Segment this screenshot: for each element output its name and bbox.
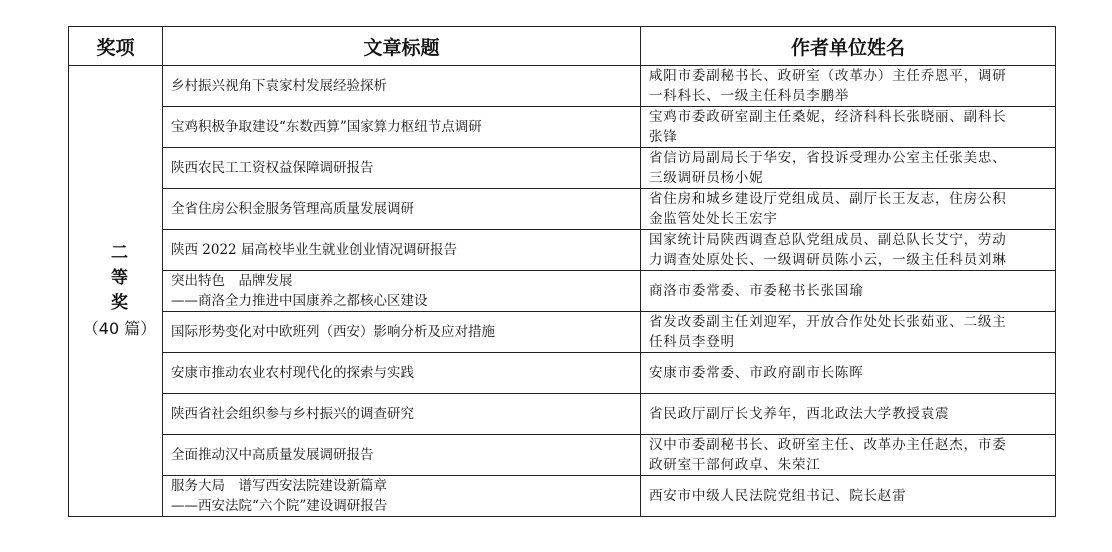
article-title-line: 全面推动汉中高质量发展调研报告 [171, 447, 374, 463]
author-cell [641, 271, 1056, 312]
article-title-cell [163, 66, 641, 107]
award-level-char: 二 [111, 242, 128, 263]
author-line: 安康市委常委、市政府副市长陈晖 [649, 365, 864, 381]
author-cell [641, 148, 1056, 189]
award-table [68, 26, 1056, 517]
author-line: 西安市中级人民法院党组书记、院长赵雷 [649, 488, 907, 504]
article-title-cell [163, 148, 641, 189]
header-award: 奖项 [69, 27, 163, 66]
table-body [69, 66, 1056, 517]
table-row [69, 66, 1056, 107]
article-title-line: 安康市推动农业农村现代化的探索与实践 [171, 365, 414, 381]
author-cell [641, 230, 1056, 271]
author-line: 一科科长、一级主任科员李鹏举 [649, 88, 850, 104]
article-title-cell [163, 107, 641, 148]
table-row [69, 476, 1056, 517]
author-line: 金监管处处长王宏宇 [649, 211, 778, 227]
author-line: 省住房和城乡建设厅党组成员、副厅长王友志，住房公积 [649, 191, 1007, 207]
author-cell [641, 66, 1056, 107]
author-line: 力调查处原处长、一级调研员陈小云，一级主任科员刘琳 [649, 252, 1007, 268]
author-cell [641, 476, 1056, 517]
table-row [69, 148, 1056, 189]
author-line: 任科员李登明 [649, 334, 735, 350]
header-author: 作者单位姓名 [641, 27, 1056, 66]
author-line: 省发改委副主任刘迎军，开放合作处处长张茹亚、二级主 [649, 314, 1007, 330]
article-title-cell [163, 353, 641, 394]
author-line: 张锋 [649, 129, 678, 145]
article-title-cell [163, 476, 641, 517]
author-line: 咸阳市委副秘书长、政研室（改革办）主任乔恩平，调研 [649, 68, 1007, 84]
table-row [69, 107, 1056, 148]
article-title-cell [163, 189, 641, 230]
table-row [69, 394, 1056, 435]
header-title: 文章标题 [163, 27, 641, 66]
award-level-cell [69, 66, 163, 517]
author-cell [641, 107, 1056, 148]
article-title-line: 乡村振兴视角下袁家村发展经验探析 [171, 78, 387, 94]
table-row [69, 271, 1056, 312]
article-title-cell [163, 435, 641, 476]
table-row [69, 230, 1056, 271]
article-title-line: ——商洛全力推进中国康养之都核心区建设 [171, 293, 428, 309]
table-header-row [69, 27, 1056, 66]
author-cell [641, 353, 1056, 394]
article-title-line: 陕西农民工工资权益保障调研报告 [171, 160, 374, 176]
article-title-cell [163, 394, 641, 435]
author-line: 汉中市委副秘书长、政研室主任、改革办主任赵杰，市委 [649, 437, 1007, 453]
author-line: 省信访局副局长于华安，省投诉受理办公室主任张美忠、 [649, 150, 1007, 166]
author-cell [641, 312, 1056, 353]
award-level-char: 奖 [111, 292, 128, 313]
article-title-line: 陕西 2022 届高校毕业生就业创业情况调研报告 [171, 242, 457, 258]
article-title-cell [163, 312, 641, 353]
award-count: （40 篇） [82, 318, 157, 338]
author-line: 宝鸡市委政研室副主任桑妮，经济科科长张晓丽、副科长 [649, 109, 1007, 125]
article-title-line: ——西安法院“六个院”建设调研报告 [171, 498, 388, 514]
author-cell [641, 394, 1056, 435]
article-title-line: 国际形势变化对中欧班列（西安）影响分析及应对措施 [171, 324, 495, 340]
author-line: 三级调研员杨小妮 [649, 170, 764, 186]
author-cell [641, 189, 1056, 230]
author-line: 国家统计局陕西调查总队党组成员、副总队长艾宁，劳动 [649, 232, 1007, 248]
article-title-line: 全省住房公积金服务管理高质量发展调研 [171, 201, 414, 217]
author-line: 政研室干部何政卓、朱荣江 [649, 457, 821, 473]
award-level-char: 等 [111, 267, 128, 288]
article-title-cell [163, 271, 641, 312]
author-line: 商洛市委常委、市委秘书长张国瑜 [649, 283, 864, 299]
article-title-line: 陕西省社会组织参与乡村振兴的调查研究 [171, 406, 414, 422]
author-line: 省民政厅副厅长戈养年，西北政法大学教授袁震 [649, 406, 950, 422]
table-row [69, 189, 1056, 230]
article-title-line: 突出特色 品牌发展 [171, 273, 293, 289]
table-row [69, 435, 1056, 476]
table-row [69, 312, 1056, 353]
article-title-line: 服务大局 谱写西安法院建设新篇章 [171, 478, 387, 494]
table-row [69, 353, 1056, 394]
article-title-cell [163, 230, 641, 271]
article-title-line: 宝鸡积极争取建设“东数西算”国家算力枢纽节点调研 [171, 119, 482, 135]
author-cell [641, 435, 1056, 476]
